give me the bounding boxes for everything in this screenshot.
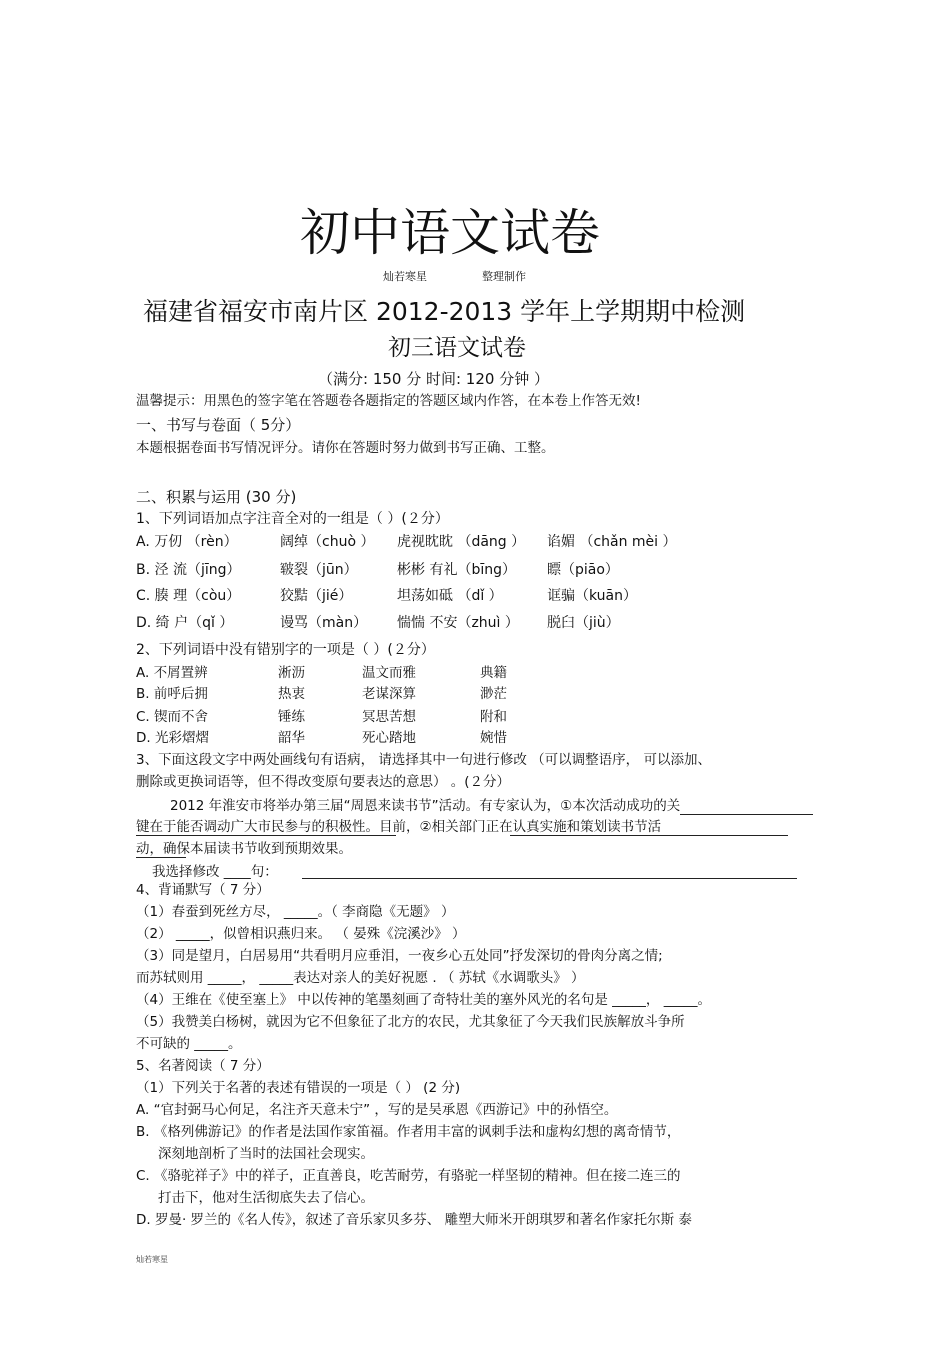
q1-option-a-1: A. 万仞 （rèn） bbox=[136, 534, 238, 550]
q2-option-c-1: C. 锲而不舍 bbox=[136, 709, 209, 725]
q1-option-c-1: C. 腠 理（còu） bbox=[136, 588, 241, 604]
q3-answer-prompt: 我选择修改 ____句： bbox=[152, 864, 278, 880]
q1-option-a-2: 阔绰（chuò ） bbox=[280, 534, 375, 550]
q3-paragraph-line2: 键在于能否调动广大市民参与的积极性。目前，②相关部门正在认真实施和策划读书节活 bbox=[136, 819, 662, 835]
q5-stem: 5、名著阅读（ 7 分） bbox=[136, 1058, 270, 1074]
q2-option-c-3: 冥思苦想 bbox=[362, 709, 416, 725]
author-role: 整理制作 bbox=[482, 270, 526, 283]
q2-option-c-2: 锤练 bbox=[278, 709, 305, 725]
q1-option-c-2: 狡黠（jié） bbox=[280, 588, 353, 604]
q3-underline-1a bbox=[680, 814, 813, 815]
q3-underline-2a bbox=[510, 835, 788, 836]
section2-heading: 二、积累与运用 (30 分) bbox=[136, 488, 297, 506]
q3-paragraph-line3: 动，确保本届读书节收到预期效果。 bbox=[136, 841, 352, 857]
q1-option-b-2: 皲裂（jūn） bbox=[280, 562, 358, 578]
q1-option-a-4: 谄媚 （chǎn mèi ） bbox=[547, 534, 677, 550]
section1-heading: 一、书写与卷面（ 5分） bbox=[136, 416, 301, 434]
q2-option-d-2: 韶华 bbox=[278, 730, 305, 746]
q2-option-a-4: 典籍 bbox=[480, 665, 507, 681]
q1-option-d-1: D. 绮 户（qǐ ） bbox=[136, 615, 234, 631]
q5-option-b-line1: B. 《格列佛游记》的作者是法国作家笛福。作者用丰富的讽刺手法和虚构幻想的离奇情节， bbox=[136, 1124, 681, 1140]
q4-line3: （3）同是望月，白居易用“共看明月应垂泪，一夜乡心五处同”抒发深切的骨肉分离之情; bbox=[136, 948, 663, 964]
q1-option-c-3: 坦荡如砥 （dǐ ） bbox=[397, 588, 503, 604]
q1-option-a-3: 虎视眈眈 （dāng ） bbox=[397, 534, 526, 550]
q2-option-b-1: B. 前呼后拥 bbox=[136, 686, 208, 702]
q5-option-c-line1: C. 《骆驼祥子》中的祥子，正直善良，吃苦耐劳，有骆驼一样坚韧的精神。但在接二连三的 bbox=[136, 1168, 681, 1184]
exam-tip: 温馨提示：用黑色的签字笔在答题卷各题指定的答题区域内作答，在本卷上作答无效! bbox=[136, 393, 641, 409]
q2-option-d-4: 婉惜 bbox=[480, 730, 507, 746]
q2-option-a-3: 温文而雅 bbox=[362, 665, 416, 681]
q1-option-b-3: 彬彬 有礼（bīng） bbox=[397, 562, 516, 578]
page-title: 初中语文试卷 bbox=[300, 204, 600, 262]
q3-stem-line1: 3、下面这段文字中两处画线句有语病， 请选择其中一句进行修改 （可以调整语序， 可以添加、 bbox=[136, 752, 711, 768]
exam-title-line2: 初三语文试卷 bbox=[388, 335, 526, 361]
exam-meta: （满分: 150 分 时间: 120 分钟 ） bbox=[318, 370, 549, 388]
q2-option-c-4: 附和 bbox=[480, 709, 507, 725]
q1-option-d-4: 脱臼（jiù） bbox=[547, 615, 620, 631]
q3-answer-line[interactable] bbox=[302, 878, 797, 879]
footer-watermark: 灿若寒星 bbox=[136, 1255, 168, 1264]
q1-option-b-1: B. 泾 流（jīng） bbox=[136, 562, 241, 578]
exam-title-line1: 福建省福安市南片区 2012-2013 学年上学期期中检测 bbox=[143, 297, 746, 326]
q4-line2: （2） _____，似曾相识燕归来。 （ 晏殊《浣溪沙》 ） bbox=[136, 926, 466, 942]
q5-option-a: A. “官封弼马心何足，名注齐天意未宁” ，写的是吴承恩《西游记》中的孙悟空。 bbox=[136, 1102, 618, 1118]
q2-option-b-3: 老谋深算 bbox=[362, 686, 416, 702]
q5-option-d: D. 罗曼· 罗兰的《名人传》，叙述了音乐家贝多芬、 雕塑大师米开朗琪罗和著名作家托尔斯 泰 bbox=[136, 1212, 692, 1228]
q1-stem: 1、下列词语加点字注音全对的一组是（ ）(２分） bbox=[136, 511, 449, 527]
q1-option-b-4: 瞟（piāo） bbox=[547, 562, 619, 578]
q2-option-b-4: 渺茫 bbox=[480, 686, 507, 702]
q3-stem-line2: 删除或更换词语等，但不得改变原句要表达的意思） 。(２分） bbox=[136, 774, 511, 790]
q2-option-d-1: D. 光彩熠熠 bbox=[136, 730, 209, 746]
q5-option-b-line2: 深刻地剖析了当时的法国社会现实。 bbox=[158, 1146, 374, 1162]
q5-sub-question: （1）下列关于名著的表述有错误的一项是（ ） (2 分) bbox=[136, 1080, 461, 1096]
q4-line6: （5）我赞美白杨树，就因为它不但象征了北方的农民，尤其象征了今天我们民族解放斗争所 bbox=[136, 1014, 685, 1030]
q2-option-d-3: 死心踏地 bbox=[362, 730, 416, 746]
q1-option-d-3: 惴惴 不安（zhuì ） bbox=[397, 615, 519, 631]
q1-option-c-4: 诓骗（kuān） bbox=[547, 588, 638, 604]
q4-line7: 不可缺的 _____。 bbox=[136, 1036, 242, 1052]
q4-line1: （1）春蚕到死丝方尽， _____。（ 李商隐《无题》 ） bbox=[136, 904, 455, 920]
q4-line5: （4）王维在《使至塞上》 中以传神的笔墨刻画了奇特壮美的塞外风光的名句是 _____， _____。 bbox=[136, 992, 711, 1008]
q2-option-b-2: 热衷 bbox=[278, 686, 305, 702]
q4-stem: 4、背诵默写（ 7 分） bbox=[136, 882, 270, 898]
q3-paragraph-line1: 2012 年淮安市将举办第三届“周恩来读书节”活动。有专家认为，①本次活动成功的关 bbox=[170, 798, 681, 814]
q2-option-a-2: 淅沥 bbox=[278, 665, 305, 681]
q2-stem: 2、下列词语中没有错别字的一项是（ ）(２分） bbox=[136, 642, 435, 658]
q5-option-c-line2: 打击下，他对生活彻底失去了信心。 bbox=[158, 1190, 374, 1206]
q3-underline-2b bbox=[136, 857, 186, 858]
author-name: 灿若寒星 bbox=[383, 270, 427, 283]
q1-option-d-2: 谩骂（màn） bbox=[280, 615, 368, 631]
section1-desc: 本题根据卷面书写情况评分。请你在答题时努力做到书写正确、工整。 bbox=[136, 440, 555, 456]
q3-underline-1b bbox=[136, 835, 396, 836]
q4-line4: 而苏轼则用 _____， _____表达对亲人的美好祝愿 . （ 苏轼《水调歌头》 ） bbox=[136, 970, 585, 986]
q2-option-a-1: A. 不屑置辨 bbox=[136, 665, 208, 681]
